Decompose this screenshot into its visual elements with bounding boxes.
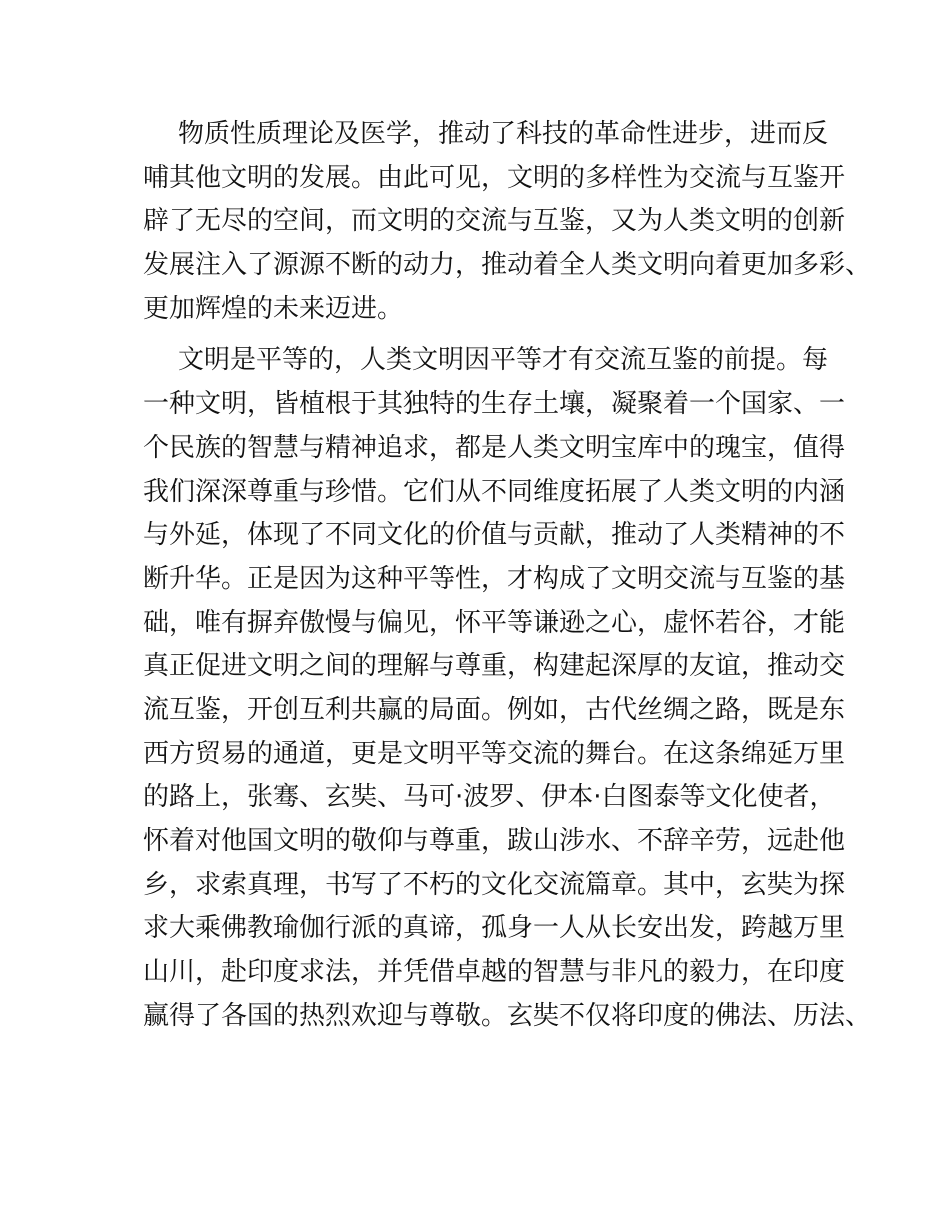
text-line: 西方贸易的通道，更是文明平等交流的舞台。在这条绵延万里 xyxy=(143,738,846,769)
text-line: 断升华。正是因为这种平等性，才构成了文明交流与互鉴的基 xyxy=(143,563,846,594)
text-line: 赢得了各国的热烈欢迎与尊敬。玄奘不仅将印度的佛法、历法、 xyxy=(143,1000,872,1031)
text-line: 个民族的智慧与精神追求，都是人类文明宝库中的瑰宝，值得 xyxy=(143,432,846,463)
text-line: 础，唯有摒弃傲慢与偏见，怀平等谦逊之心，虚怀若谷，才能 xyxy=(143,607,846,638)
text-line: 山川，赴印度求法，并凭借卓越的智慧与非凡的毅力，在印度 xyxy=(143,957,846,988)
text-line: 乡，求索真理，书写了不朽的文化交流篇章。其中，玄奘为探 xyxy=(143,869,846,900)
text-line: 文明是平等的，人类文明因平等才有交流互鉴的前提。每 xyxy=(178,345,829,376)
paragraph-2 xyxy=(143,339,872,1038)
text-line: 一种文明，皆植根于其独特的生存土壤，凝聚着一个国家、一 xyxy=(143,389,846,420)
paragraph-1 xyxy=(143,113,872,331)
text-line: 更加辉煌的未来迈进。 xyxy=(143,293,404,324)
text-line: 物质性质理论及医学，推动了科技的革命性进步，进而反 xyxy=(178,119,829,149)
text-line: 真正促进文明之间的理解与尊重，构建起深厚的友谊，推动交 xyxy=(143,651,846,682)
text-line: 的路上，张骞、玄奘、马可·波罗、伊本·白图泰等文化使者， xyxy=(143,782,836,813)
text-line: 求大乘佛教瑜伽行派的真谛，孤身一人从长安出发，跨越万里 xyxy=(143,913,846,944)
text-line: 辟了无尽的空间，而文明的交流与互鉴，又为人类文明的创新 xyxy=(143,206,846,237)
text-line: 我们深深尊重与珍惜。它们从不同维度拓展了人类文明的内涵 xyxy=(143,476,846,507)
text-line: 怀着对他国文明的敬仰与尊重，跋山涉水、不辞辛劳，远赴他 xyxy=(143,826,846,856)
text-line: 哺其他文明的发展。由此可见，文明的多样性为交流与互鉴开 xyxy=(143,162,846,193)
text-line: 流互鉴，开创互利共赢的局面。例如，古代丝绸之路，既是东 xyxy=(143,694,846,725)
document-page xyxy=(143,113,872,1038)
text-line: 发展注入了源源不断的动力，推动着全人类文明向着更加多彩、 xyxy=(143,250,872,281)
text-line: 与外延，体现了不同文化的价值与贡献，推动了人类精神的不 xyxy=(143,520,846,551)
